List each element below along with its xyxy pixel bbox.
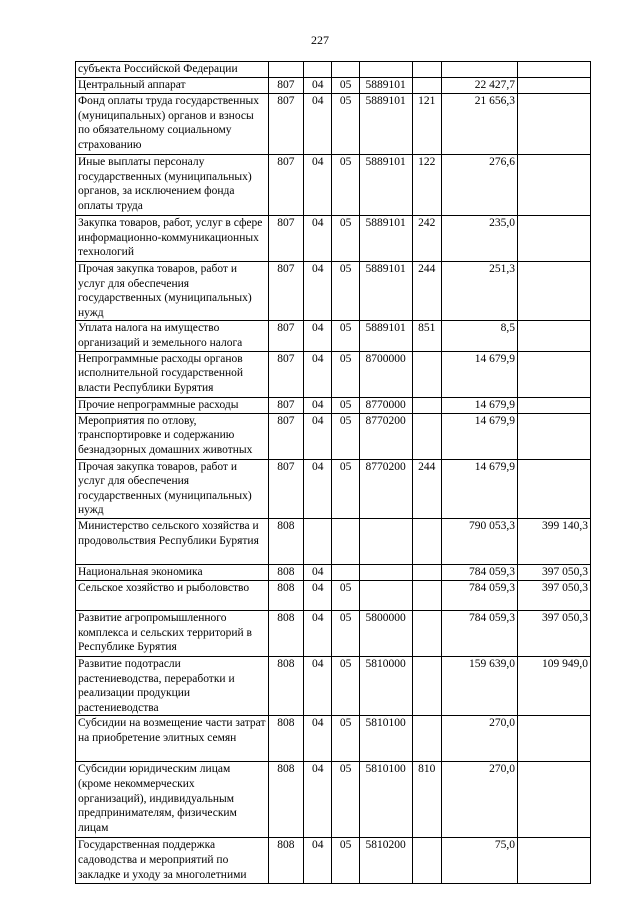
target-article-code: 5810000 — [359, 656, 412, 715]
amount: 14 679,9 — [441, 413, 517, 459]
amount-federal — [517, 838, 590, 884]
expense-name: Сельское хозяйство и рыболовство — [76, 580, 269, 610]
subsection-code — [332, 564, 359, 580]
section-code: 04 — [304, 216, 332, 262]
section-code: 04 — [304, 351, 332, 397]
table-row — [76, 321, 591, 351]
section-code: 04 — [304, 94, 332, 155]
subsection-code: 05 — [332, 716, 359, 762]
subsection-code: 05 — [332, 216, 359, 262]
table-row — [76, 351, 591, 397]
table-row — [76, 78, 591, 94]
amount — [441, 62, 517, 78]
ministry-code: 807 — [268, 321, 303, 351]
target-article-code: 8770200 — [359, 413, 412, 459]
amount: 8,5 — [441, 321, 517, 351]
subsection-code: 05 — [332, 155, 359, 216]
section-code: 04 — [304, 459, 332, 518]
section-code: 04 — [304, 762, 332, 838]
ministry-code: 808 — [268, 564, 303, 580]
amount-federal: 397 050,3 — [517, 580, 590, 610]
expense-name: Министерство сельского хозяйства и продовольствия Республики Бурятия — [76, 518, 269, 564]
amount: 276,6 — [441, 155, 517, 216]
amount-federal — [517, 413, 590, 459]
subsection-code: 05 — [332, 459, 359, 518]
expense-type-code — [412, 62, 441, 78]
amount-federal — [517, 262, 590, 321]
amount: 784 059,3 — [441, 610, 517, 656]
subsection-code — [332, 518, 359, 564]
subsection-code: 05 — [332, 610, 359, 656]
amount: 784 059,3 — [441, 580, 517, 610]
section-code: 04 — [304, 155, 332, 216]
section-code: 04 — [304, 321, 332, 351]
amount-federal: 397 050,3 — [517, 564, 590, 580]
expense-type-code: 244 — [412, 262, 441, 321]
expense-type-code — [412, 716, 441, 762]
section-code: 04 — [304, 564, 332, 580]
expense-type-code — [412, 610, 441, 656]
section-code: 04 — [304, 262, 332, 321]
target-article-code — [359, 564, 412, 580]
target-article-code: 5800000 — [359, 610, 412, 656]
table-row — [76, 459, 591, 518]
target-article-code: 5889101 — [359, 216, 412, 262]
section-code — [304, 62, 332, 78]
expense-type-code — [412, 838, 441, 884]
ministry-code: 807 — [268, 78, 303, 94]
table-row — [76, 564, 591, 580]
expense-name: Государственная поддержка садоводства и мероприятий по закладке и уходу за многолетними — [76, 838, 269, 884]
expense-type-code — [412, 580, 441, 610]
subsection-code: 05 — [332, 397, 359, 413]
ministry-code: 807 — [268, 397, 303, 413]
table-row — [76, 716, 591, 762]
ministry-code: 808 — [268, 838, 303, 884]
ministry-code: 807 — [268, 351, 303, 397]
target-article-code — [359, 518, 412, 564]
amount-federal: 109 949,0 — [517, 656, 590, 715]
section-code: 04 — [304, 397, 332, 413]
ministry-code: 807 — [268, 155, 303, 216]
expense-name: Иные выплаты персоналу государственных (муниципальных) органов, за исключением фонда оплаты труда — [76, 155, 269, 216]
amount-federal: 397 050,3 — [517, 610, 590, 656]
target-article-code — [359, 580, 412, 610]
subsection-code: 05 — [332, 351, 359, 397]
expense-name: Прочие непрограммные расходы — [76, 397, 269, 413]
budget-table — [75, 61, 591, 884]
ministry-code: 807 — [268, 413, 303, 459]
expense-type-code — [412, 78, 441, 94]
amount: 790 053,3 — [441, 518, 517, 564]
expense-type-code — [412, 413, 441, 459]
expense-type-code: 810 — [412, 762, 441, 838]
target-article-code: 5810100 — [359, 762, 412, 838]
subsection-code: 05 — [332, 321, 359, 351]
section-code — [304, 518, 332, 564]
expense-name: субъекта Российской Федерации — [76, 62, 269, 78]
expense-type-code — [412, 397, 441, 413]
amount-federal: 399 140,3 — [517, 518, 590, 564]
amount: 270,0 — [441, 762, 517, 838]
ministry-code: 807 — [268, 94, 303, 155]
target-article-code: 5889101 — [359, 94, 412, 155]
amount-federal — [517, 155, 590, 216]
section-code: 04 — [304, 580, 332, 610]
section-code: 04 — [304, 413, 332, 459]
target-article-code: 5889101 — [359, 321, 412, 351]
expense-name: Развитие подотрасли растениеводства, переработки и реализации продукции растениеводства — [76, 656, 269, 715]
target-article-code: 8770200 — [359, 459, 412, 518]
budget-table-body — [76, 62, 591, 884]
subsection-code: 05 — [332, 262, 359, 321]
amount-federal — [517, 716, 590, 762]
amount-federal — [517, 459, 590, 518]
subsection-code — [332, 62, 359, 78]
table-row — [76, 610, 591, 656]
expense-type-code: 121 — [412, 94, 441, 155]
ministry-code: 808 — [268, 716, 303, 762]
expense-name: Прочая закупка товаров, работ и услуг для обеспечения государственных (муниципальных) нужд — [76, 459, 269, 518]
table-row — [76, 413, 591, 459]
amount: 14 679,9 — [441, 459, 517, 518]
expense-name: Субсидии юридическим лицам (кроме некоммерческих организаций), индивидуальным предпринимателям, физическим лицам — [76, 762, 269, 838]
table-row — [76, 155, 591, 216]
expense-type-code: 851 — [412, 321, 441, 351]
ministry-code: 808 — [268, 656, 303, 715]
ministry-code: 808 — [268, 580, 303, 610]
target-article-code: 5889101 — [359, 262, 412, 321]
amount: 75,0 — [441, 838, 517, 884]
expense-type-code — [412, 518, 441, 564]
table-row — [76, 838, 591, 884]
amount-federal — [517, 351, 590, 397]
amount-federal — [517, 321, 590, 351]
amount: 159 639,0 — [441, 656, 517, 715]
table-row — [76, 94, 591, 155]
expense-name: Национальная экономика — [76, 564, 269, 580]
expense-name: Мероприятия по отлову, транспортировке и содержанию безнадзорных домашних животных — [76, 413, 269, 459]
expense-type-code — [412, 351, 441, 397]
ministry-code: 808 — [268, 518, 303, 564]
amount: 21 656,3 — [441, 94, 517, 155]
amount-federal — [517, 78, 590, 94]
ministry-code: 807 — [268, 216, 303, 262]
expense-name: Развитие агропромышленного комплекса и сельских территорий в Республике Бурятия — [76, 610, 269, 656]
expense-type-code — [412, 656, 441, 715]
target-article-code: 5810100 — [359, 716, 412, 762]
amount: 251,3 — [441, 262, 517, 321]
expense-name: Уплата налога на имущество организаций и земельного налога — [76, 321, 269, 351]
expense-type-code: 244 — [412, 459, 441, 518]
subsection-code: 05 — [332, 78, 359, 94]
amount: 235,0 — [441, 216, 517, 262]
ministry-code: 807 — [268, 262, 303, 321]
table-row — [76, 580, 591, 610]
section-code: 04 — [304, 610, 332, 656]
table-row — [76, 518, 591, 564]
table-row — [76, 216, 591, 262]
expense-type-code — [412, 564, 441, 580]
ministry-code — [268, 62, 303, 78]
amount: 22 427,7 — [441, 78, 517, 94]
subsection-code: 05 — [332, 580, 359, 610]
expense-name: Непрограммные расходы органов исполнительной государственной власти Республики Бурятия — [76, 351, 269, 397]
expense-type-code: 122 — [412, 155, 441, 216]
amount: 14 679,9 — [441, 397, 517, 413]
target-article-code: 8700000 — [359, 351, 412, 397]
section-code: 04 — [304, 656, 332, 715]
subsection-code: 05 — [332, 762, 359, 838]
section-code: 04 — [304, 78, 332, 94]
subsection-code: 05 — [332, 656, 359, 715]
table-row — [76, 762, 591, 838]
subsection-code: 05 — [332, 413, 359, 459]
target-article-code: 5889101 — [359, 155, 412, 216]
target-article-code: 5889101 — [359, 78, 412, 94]
amount-federal — [517, 397, 590, 413]
table-row — [76, 62, 591, 78]
expense-name: Фонд оплаты труда государственных (муниципальных) органов и взносы по обязательному социальному страхованию — [76, 94, 269, 155]
amount: 270,0 — [441, 716, 517, 762]
expense-name: Закупка товаров, работ, услуг в сфере информационно-коммуникационных технологий — [76, 216, 269, 262]
expense-name: Субсидии на возмещение части затрат на приобретение элитных семян — [76, 716, 269, 762]
ministry-code: 807 — [268, 459, 303, 518]
expense-name: Центральный аппарат — [76, 78, 269, 94]
target-article-code: 5810200 — [359, 838, 412, 884]
amount-federal — [517, 216, 590, 262]
expense-name: Прочая закупка товаров, работ и услуг для обеспечения государственных (муниципальных) нужд — [76, 262, 269, 321]
subsection-code: 05 — [332, 94, 359, 155]
table-row — [76, 656, 591, 715]
amount-federal — [517, 762, 590, 838]
ministry-code: 808 — [268, 762, 303, 838]
amount-federal — [517, 62, 590, 78]
target-article-code: 8770000 — [359, 397, 412, 413]
expense-type-code: 242 — [412, 216, 441, 262]
section-code: 04 — [304, 838, 332, 884]
page-number: 227 — [311, 33, 329, 47]
amount-federal — [517, 94, 590, 155]
section-code: 04 — [304, 716, 332, 762]
table-row — [76, 262, 591, 321]
subsection-code: 05 — [332, 838, 359, 884]
target-article-code — [359, 62, 412, 78]
table-row — [76, 397, 591, 413]
ministry-code: 808 — [268, 610, 303, 656]
amount: 784 059,3 — [441, 564, 517, 580]
amount: 14 679,9 — [441, 351, 517, 397]
